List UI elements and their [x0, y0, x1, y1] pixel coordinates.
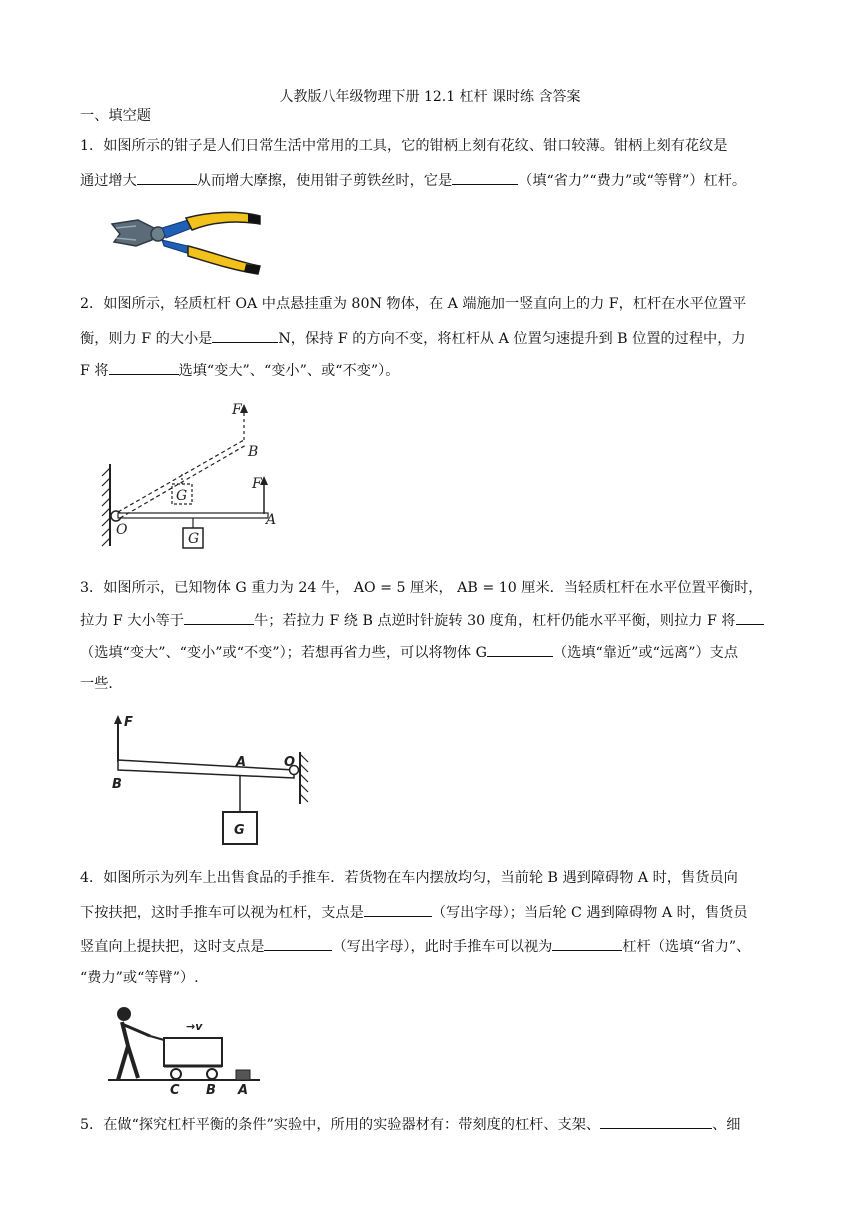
q3-text-b: 牛；若拉力 F 绕 B 点逆时针旋转 30 度角，杠杆仍能水平平衡，则拉力 F 将: [254, 613, 736, 629]
q3-blank-1[interactable]: [184, 610, 254, 625]
q2-text-c: F 将: [80, 363, 109, 379]
q4-text-e: 杠杆（选填“省力”、: [622, 939, 751, 955]
q5-line1: [80, 1114, 780, 1135]
q2-text-b: N，保持 F 的方向不变，将杠杆从 A 位置匀速提升到 B 位置的过程中，力: [278, 331, 746, 347]
q3-blank-3[interactable]: [487, 642, 553, 657]
q3-line4: 一些．: [80, 676, 123, 692]
q2-label-A: A: [266, 512, 277, 528]
q2-text-d: 选填“变大”、“变小”、或“不变”）。: [178, 363, 400, 379]
q2-label-F-top: F: [232, 402, 242, 418]
q3-label-F: F: [124, 715, 133, 730]
q2-line3: [80, 360, 780, 381]
q1-text-b: 从而增大摩擦，使用钳子剪铁丝时，它是: [196, 173, 453, 189]
q1-text-a: 通过增大: [80, 173, 137, 189]
q4-blank-1[interactable]: [364, 902, 432, 917]
q5-blank-1[interactable]: [600, 1114, 712, 1129]
q4-label-B: B: [206, 1083, 216, 1098]
q4-line4: “费力”或“等臂”）.: [80, 970, 199, 986]
q3-label-O: O: [284, 755, 296, 770]
q2-blank-1[interactable]: [212, 328, 278, 343]
pliers-image: [108, 206, 264, 276]
page-title: 人教版八年级物理下册 12.1 杠杆 课时练 含答案: [279, 89, 581, 105]
q4-label-v: →v: [186, 1020, 203, 1033]
q4-label-A: A: [238, 1083, 249, 1098]
q1-line2: [80, 170, 780, 191]
q2-label-G: G: [188, 531, 200, 547]
q2-text-a: 衡，则力 F 的大小是: [80, 331, 213, 347]
q4-line2: [80, 902, 780, 923]
q3-line2: [80, 610, 780, 631]
q3-text-c: （选填“变大”、“变小”或“不变”）；若想再省力些，可以将物体 G: [80, 645, 487, 661]
q3-label-G: G: [234, 823, 245, 838]
q4-label-C: C: [170, 1083, 180, 1098]
lever-figure-q3: [104, 712, 314, 850]
q1-blank-2[interactable]: [452, 170, 518, 185]
q1-line1: 1．如图所示的钳子是人们日常生活中常用的工具，它的钳柄上刻有花纹、钳口较薄。钳柄上刻有花纹是: [80, 138, 728, 154]
q4-blank-2[interactable]: [264, 936, 332, 951]
q3-blank-2[interactable]: [736, 610, 764, 625]
q4-text-a: 下按扶把，这时手推车可以视为杠杆，支点是: [80, 905, 364, 921]
q3-text-d: （选填“靠近”或“远离”）支点: [552, 645, 739, 661]
q3-line3: [80, 642, 780, 663]
q1-blank-1[interactable]: [137, 170, 197, 185]
q1-text-c: （填“省力”“费力”或“等臂”）杠杆。: [518, 173, 747, 189]
q2-label-G-dashed: G: [176, 488, 188, 504]
q3-label-A: A: [236, 755, 247, 770]
q5-text-a: 5．在做“探究杠杆平衡的条件”实验中，所用的实验器材有：带刻度的杠杆、支架、: [80, 1117, 601, 1133]
q2-label-B: B: [248, 444, 259, 460]
section-heading: 一、填空题: [80, 108, 151, 124]
q2-label-F: F: [252, 476, 262, 492]
q4-blank-3[interactable]: [552, 936, 622, 951]
q4-line3: [80, 936, 780, 957]
q3-text-a: 拉力 F 大小等于: [80, 613, 184, 629]
q4-line1: 4．如图所示为列车上出售食品的手推车．若货物在车内摆放均匀，当前轮 B 遇到障碍物 A 时，售货员向: [80, 870, 738, 886]
q2-line2: [80, 328, 780, 349]
q3-label-B: B: [112, 777, 122, 792]
lever-figure-q2: [96, 396, 286, 556]
q2-blank-2[interactable]: [109, 360, 179, 375]
q4-text-c: 竖直向上提扶把，这时支点是: [80, 939, 265, 955]
q2-line1: 2．如图所示，轻质杠杆 OA 中点悬挂重为 80N 物体，在 A 端施加一竖直向上的力 F，杠杆在水平位置平: [80, 296, 747, 312]
q3-line1: 3．如图所示，已知物体 G 重力为 24 牛， AO = 5 厘米， AB = 10 厘米．当轻质杠杆在水平位置平衡时，: [80, 580, 763, 596]
q4-text-d: （写出字母），此时手推车可以视为: [332, 939, 553, 955]
q5-text-b: 、细: [712, 1117, 741, 1133]
q2-label-O: O: [116, 522, 128, 538]
q4-text-b: （写出字母）；当后轮 C 遇到障碍物 A 时，售货员: [431, 905, 748, 921]
trolley-figure-q4: [104, 1002, 264, 1098]
